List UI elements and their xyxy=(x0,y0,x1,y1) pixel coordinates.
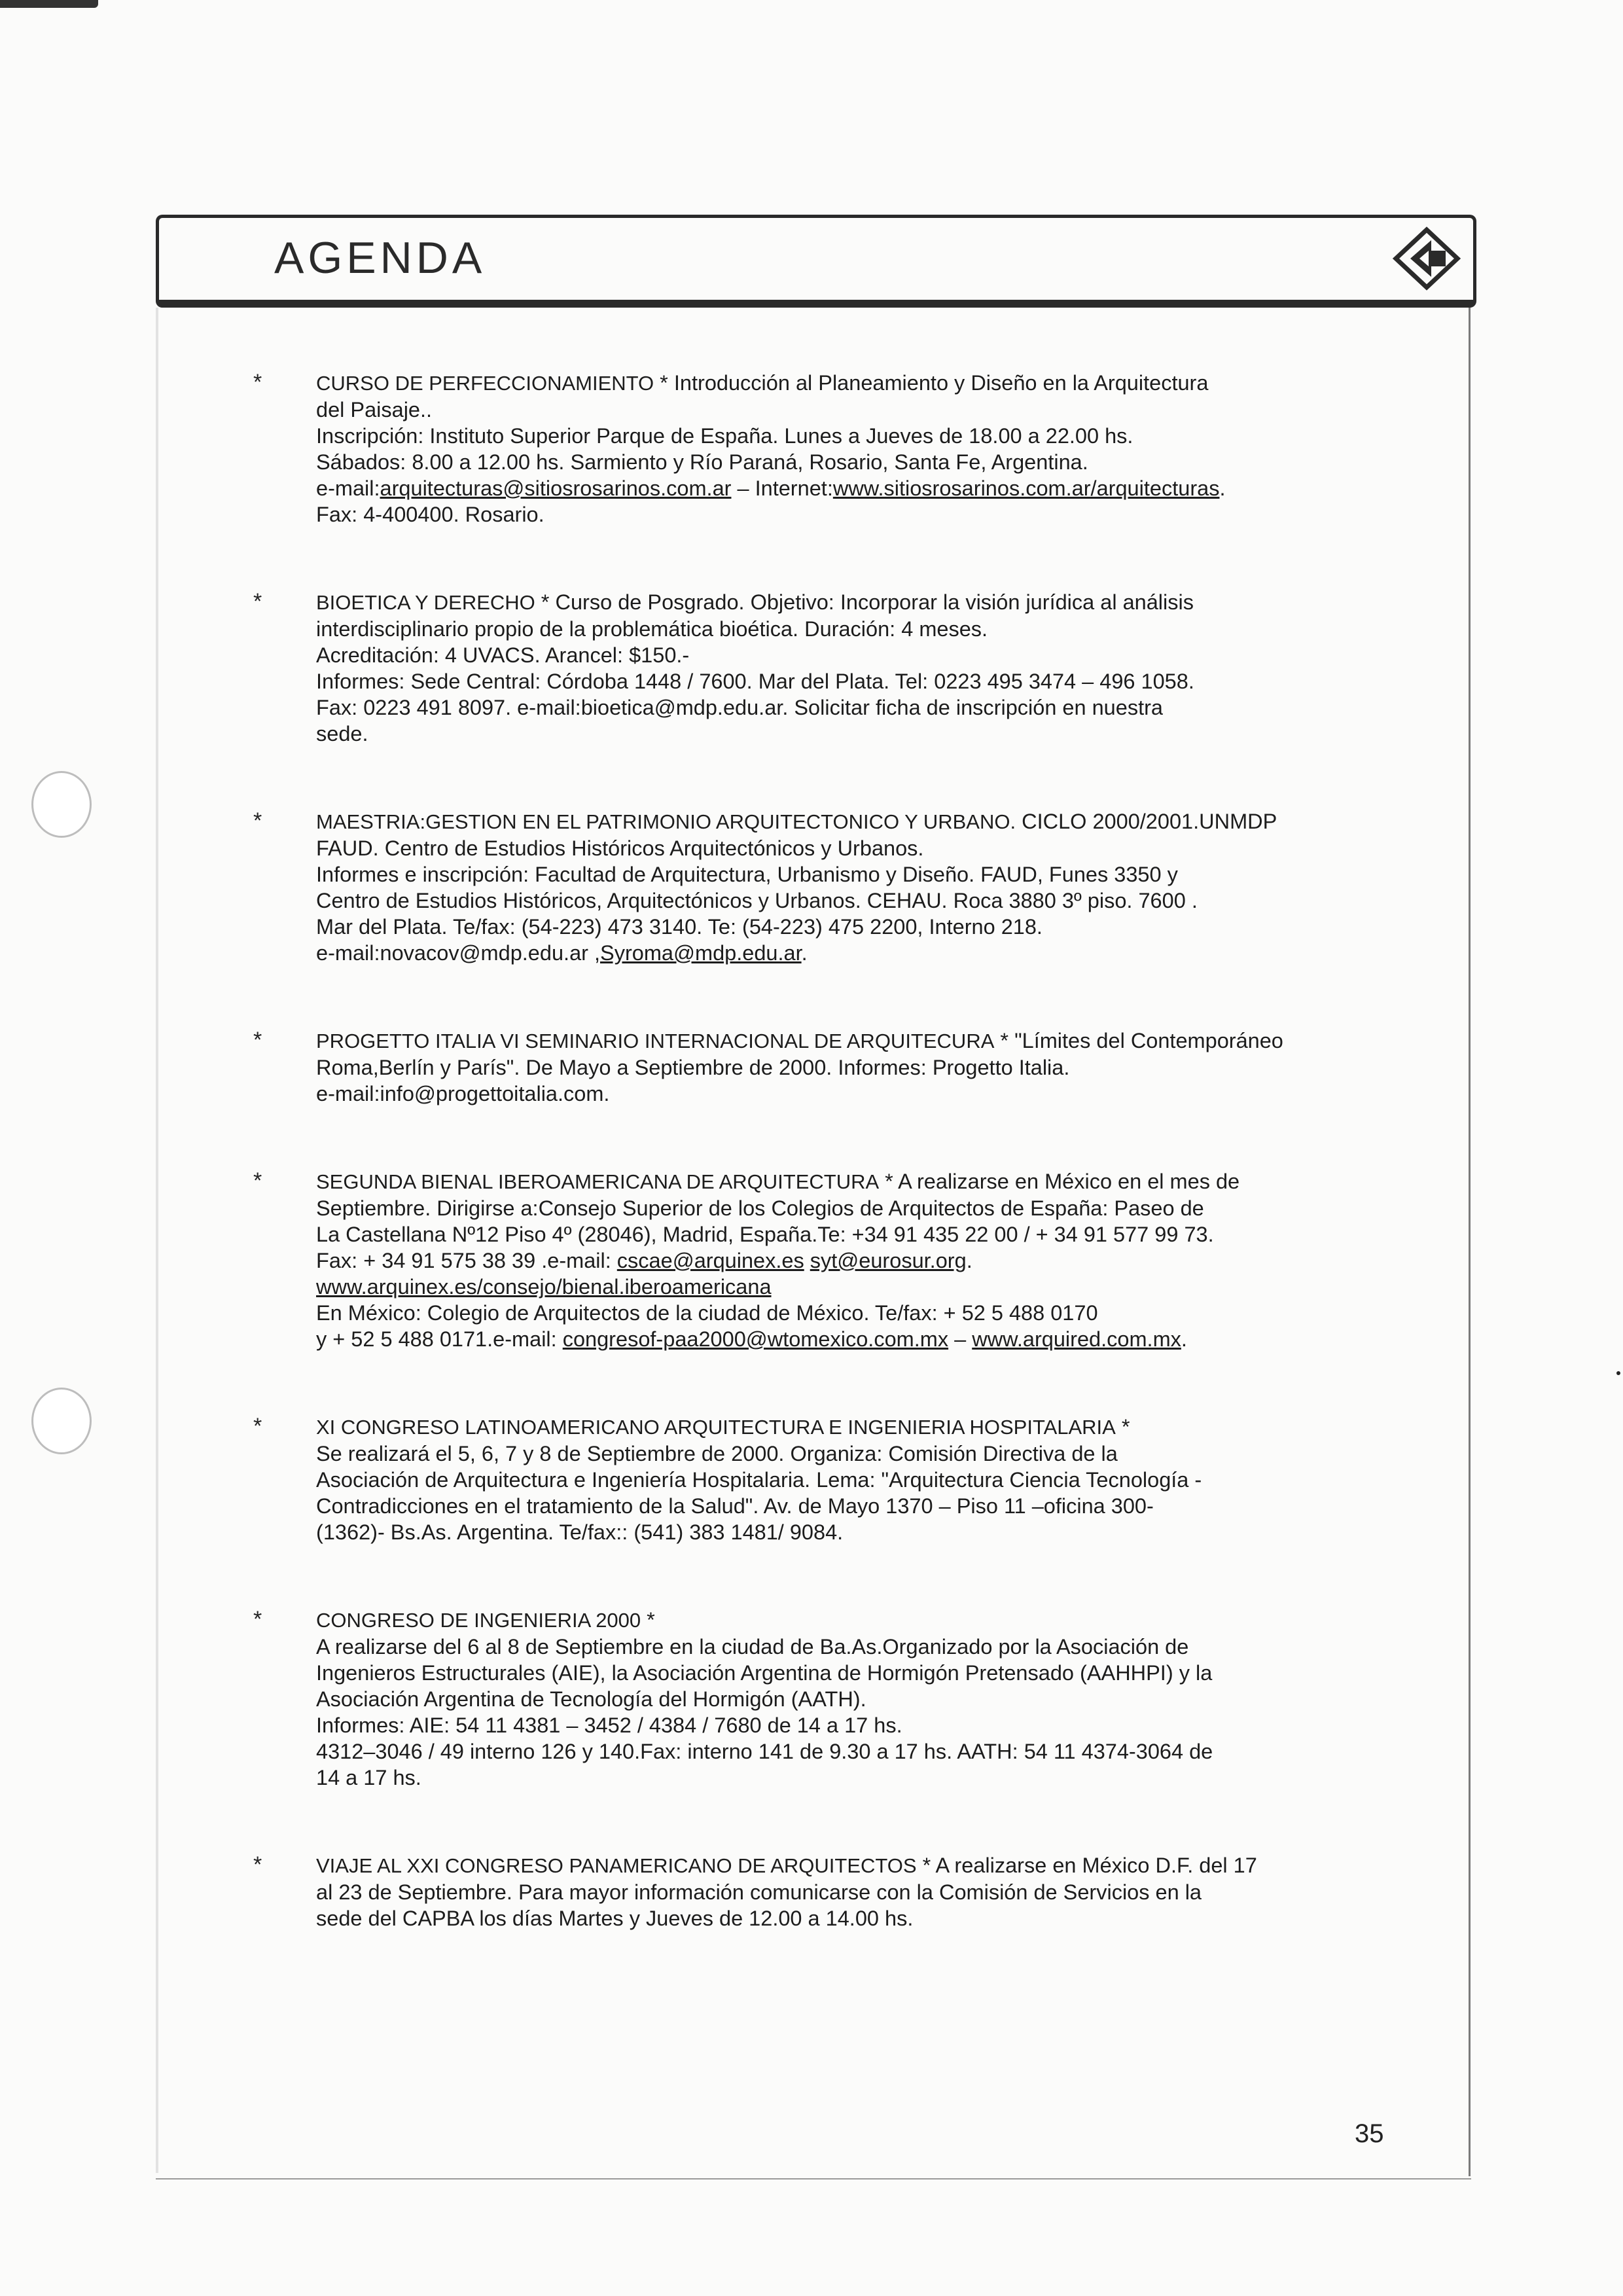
agenda-line xyxy=(316,1712,1397,1738)
bullet-asterisk: * xyxy=(253,808,262,833)
event-text: – Internet: xyxy=(731,476,833,500)
event-text: CICLO 2000/2001.UNMDP xyxy=(1016,810,1277,833)
event-text: del Paisaje.. xyxy=(316,398,433,422)
contact-link[interactable]: www.arquired.com.mx xyxy=(972,1327,1181,1351)
agenda-line xyxy=(316,1274,1397,1300)
agenda-entry-text xyxy=(316,370,1397,528)
event-title: XI CONGRESO LATINOAMERICANO ARQUITECTURA E INGENIERIA HOSPITALARIA xyxy=(316,1416,1116,1439)
agenda-line xyxy=(316,1738,1397,1765)
event-text: * Introducción al Planeamiento y Diseño en la Arquitectura xyxy=(654,371,1209,395)
event-text: * xyxy=(641,1608,655,1632)
agenda-line xyxy=(316,1467,1397,1493)
agenda-line xyxy=(316,808,1397,835)
agenda-line xyxy=(316,475,1397,501)
bottom-rule xyxy=(156,2178,1471,2179)
event-text: Mar del Plata. Te/fax: (54-223) 473 3140. Te: (54-223) 475 2200, Interno 218. xyxy=(316,915,1043,939)
agenda-entry-text xyxy=(316,1607,1397,1791)
event-title: CURSO DE PERFECCIONAMIENTO xyxy=(316,372,654,395)
event-text: Inscripción: Instituto Superior Parque de España. Lunes a Jueves de 18.00 a 22.00 hs. xyxy=(316,424,1133,448)
agenda-entry xyxy=(253,1028,1397,1107)
agenda-line xyxy=(316,616,1397,642)
event-text: – xyxy=(948,1327,972,1351)
event-title: MAESTRIA:GESTION EN EL PATRIMONIO ARQUITECTONICO Y URBANO. xyxy=(316,810,1016,833)
bullet-asterisk: * xyxy=(253,1852,262,1877)
agenda-line xyxy=(316,1081,1397,1107)
agenda-header xyxy=(156,215,1476,308)
scan-speck xyxy=(1616,1371,1620,1375)
agenda-line xyxy=(316,1905,1397,1931)
agenda-entry-text xyxy=(316,1028,1397,1107)
agenda-line xyxy=(316,370,1397,397)
event-text: . xyxy=(1219,476,1226,500)
event-text: * xyxy=(1115,1415,1130,1439)
event-text: Informes e inscripción: Facultad de Arquitectura, Urbanismo y Diseño. FAUD, Funes 3350 y xyxy=(316,863,1178,886)
event-text: * A realizarse en México D.F. del 17 xyxy=(916,1854,1257,1877)
agenda-line xyxy=(316,1300,1397,1326)
agenda-line xyxy=(316,423,1397,449)
event-text: 4312–3046 / 49 interno 126 y 140.Fax: interno 141 de 9.30 a 17 hs. AATH: 54 11 4374-3064 de xyxy=(316,1740,1213,1763)
event-text: * A realizarse en México en el mes de xyxy=(879,1170,1240,1193)
arrow-diamond-logo-icon xyxy=(1391,226,1463,291)
agenda-line xyxy=(316,1168,1397,1195)
bullet-asterisk: * xyxy=(253,1028,262,1052)
event-text: Sábados: 8.00 a 12.00 hs. Sarmiento y Río Paraná, Rosario, Santa Fe, Argentina. xyxy=(316,450,1088,474)
agenda-line xyxy=(316,1441,1397,1467)
bullet-asterisk: * xyxy=(253,1168,262,1193)
bullet-asterisk: * xyxy=(253,1414,262,1439)
event-text: interdisciplinario propio de la problemática bioética. Duración: 4 meses. xyxy=(316,617,988,641)
event-text: al 23 de Septiembre. Para mayor información comunicarse con la Comisión de Servicios en la xyxy=(316,1880,1202,1904)
agenda-line xyxy=(316,1054,1397,1081)
agenda-entry xyxy=(253,370,1397,528)
page-title: AGENDA xyxy=(274,233,486,283)
contact-link[interactable]: www.arquinex.es/consejo/bienal.iberoamericana xyxy=(316,1275,772,1299)
contact-link[interactable]: arquitecturas@sitiosrosarinos.com.ar xyxy=(380,476,732,500)
event-text: e-mail:info@progettoitalia.com. xyxy=(316,1082,610,1105)
bullet-asterisk: * xyxy=(253,370,262,395)
agenda-line xyxy=(316,1028,1397,1054)
event-text: (1362)- Bs.As. Argentina. Te/fax:: (541) 383 1481/ 9084. xyxy=(316,1520,844,1544)
event-text: Contradicciones en el tratamiento de la Salud". Av. de Mayo 1370 – Piso 11 –oficina 300- xyxy=(316,1494,1154,1518)
agenda-line xyxy=(316,1879,1397,1905)
scan-corner-mark xyxy=(0,0,98,8)
contact-link[interactable]: ,Syroma@mdp.edu.ar xyxy=(594,941,802,965)
agenda-line xyxy=(316,721,1397,747)
agenda-line xyxy=(316,1852,1397,1879)
agenda-line xyxy=(316,861,1397,888)
agenda-list xyxy=(253,370,1397,1993)
agenda-line xyxy=(316,1765,1397,1791)
event-text: A realizarse del 6 al 8 de Septiembre en la ciudad de Ba.As.Organizado por la Asociación de xyxy=(316,1635,1189,1659)
event-text: . xyxy=(966,1249,972,1272)
event-text: . xyxy=(1181,1327,1187,1351)
agenda-line xyxy=(316,501,1397,528)
agenda-line xyxy=(316,940,1397,966)
agenda-entry xyxy=(253,1168,1397,1352)
event-text: e-mail:novacov@mdp.edu.ar xyxy=(316,941,594,965)
page-number: 35 xyxy=(1355,2119,1384,2148)
agenda-line xyxy=(316,1326,1397,1352)
agenda-line xyxy=(316,642,1397,668)
agenda-entry-text xyxy=(316,589,1397,747)
event-title: SEGUNDA BIENAL IBEROAMERICANA DE ARQUITECTURA xyxy=(316,1170,880,1193)
agenda-line xyxy=(316,589,1397,616)
agenda-line xyxy=(316,694,1397,721)
agenda-line xyxy=(316,1221,1397,1247)
event-text: FAUD. Centro de Estudios Históricos Arquitectónicos y Urbanos. xyxy=(316,836,924,860)
event-text: sede. xyxy=(316,722,368,745)
agenda-entry-text xyxy=(316,1414,1397,1545)
agenda-line xyxy=(316,668,1397,694)
agenda-line xyxy=(316,1634,1397,1660)
event-text: Fax: + 34 91 575 38 39 .e-mail: xyxy=(316,1249,617,1272)
agenda-line xyxy=(316,1247,1397,1274)
event-text: En México: Colegio de Arquitectos de la ciudad de México. Te/fax: + 52 5 488 0170 xyxy=(316,1301,1098,1325)
event-title: VIAJE AL XXI CONGRESO PANAMERICANO DE ARQUITECTOS xyxy=(316,1854,917,1877)
event-text: Se realizará el 5, 6, 7 y 8 de Septiembre de 2000. Organiza: Comisión Directiva de la xyxy=(316,1442,1118,1465)
event-text: y + 52 5 488 0171.e-mail: xyxy=(316,1327,563,1351)
event-text: Fax: 4-400400. Rosario. xyxy=(316,503,544,526)
event-text: sede del CAPBA los días Martes y Jueves de 12.00 a 14.00 hs. xyxy=(316,1907,914,1930)
contact-link[interactable]: www.sitiosrosarinos.com.ar/arquitecturas xyxy=(832,476,1220,500)
event-text: Asociación de Arquitectura e Ingeniería Hospitalaria. Lema: "Arquitectura Ciencia Tecnología - xyxy=(316,1468,1202,1492)
event-text: Fax: 0223 491 8097. e-mail:bioetica@mdp.edu.ar. Solicitar ficha de inscripción en nuestra xyxy=(316,696,1164,719)
contact-link[interactable]: congresof-paa2000@wtomexico.com.mx xyxy=(562,1327,949,1351)
event-text: Asociación Argentina de Tecnología del Hormigón (AATH). xyxy=(316,1687,866,1711)
agenda-entry xyxy=(253,1414,1397,1545)
event-text: * "Límites del Contemporáneo xyxy=(994,1029,1283,1052)
event-text: Acreditación: 4 UVACS. Arancel: $150.- xyxy=(316,643,690,667)
event-text: e-mail: xyxy=(316,476,380,500)
contact-link[interactable]: cscae@arquinex.es xyxy=(616,1249,804,1272)
agenda-line xyxy=(316,835,1397,861)
event-text: Roma,Berlín y París". De Mayo a Septiembre de 2000. Informes: Progetto Italia. xyxy=(316,1056,1070,1079)
event-text: 14 a 17 hs. xyxy=(316,1766,421,1789)
agenda-entry xyxy=(253,1852,1397,1931)
event-text: Informes: Sede Central: Córdoba 1448 / 7600. Mar del Plata. Tel: 0223 495 3474 – 496 1058. xyxy=(316,670,1194,693)
event-text: Ingenieros Estructurales (AIE), la Asociación Argentina de Hormigón Pretensado (AAHHPI) y la xyxy=(316,1661,1213,1685)
agenda-line xyxy=(316,888,1397,914)
agenda-line xyxy=(316,397,1397,423)
event-title: PROGETTO ITALIA VI SEMINARIO INTERNACIONAL DE ARQUITECURA xyxy=(316,1030,995,1052)
event-text: * Curso de Posgrado. Objetivo: Incorporar la visión jurídica al análisis xyxy=(535,590,1194,614)
contact-link[interactable]: syt@eurosur.org xyxy=(810,1249,967,1272)
bullet-asterisk: * xyxy=(253,1607,262,1632)
binder-hole-top xyxy=(31,771,92,838)
event-text: . xyxy=(801,941,808,965)
left-margin-rule xyxy=(156,308,158,2173)
event-title: CONGRESO DE INGENIERIA 2000 xyxy=(316,1609,641,1632)
agenda-line xyxy=(316,1519,1397,1545)
event-text xyxy=(804,1249,810,1272)
agenda-line xyxy=(316,1493,1397,1519)
event-title: BIOETICA Y DERECHO xyxy=(316,591,535,614)
binder-hole-bottom xyxy=(31,1388,92,1454)
agenda-entry-text xyxy=(316,1852,1397,1931)
event-text: Centro de Estudios Históricos, Arquitectónicos y Urbanos. CEHAU. Roca 3880 3º piso. 7600 . xyxy=(316,889,1198,912)
agenda-line xyxy=(316,449,1397,475)
agenda-line xyxy=(316,914,1397,940)
event-text: Septiembre. Dirigirse a:Consejo Superior de los Colegios de Arquitectos de España: Paseo de xyxy=(316,1196,1204,1220)
agenda-line xyxy=(316,1607,1397,1634)
event-text: La Castellana Nº12 Piso 4º (28046), Madrid, España.Te: +34 91 435 22 00 / + 34 91 577 99 73. xyxy=(316,1223,1214,1246)
agenda-entry-text xyxy=(316,1168,1397,1352)
agenda-line xyxy=(316,1414,1397,1441)
agenda-entry-text xyxy=(316,808,1397,966)
bullet-asterisk: * xyxy=(253,589,262,614)
event-text: Informes: AIE: 54 11 4381 – 3452 / 4384 / 7680 de 14 a 17 hs. xyxy=(316,1713,902,1737)
agenda-line xyxy=(316,1686,1397,1712)
agenda-line xyxy=(316,1660,1397,1686)
agenda-line xyxy=(316,1195,1397,1221)
agenda-entry xyxy=(253,1607,1397,1791)
agenda-entry xyxy=(253,589,1397,747)
agenda-entry xyxy=(253,808,1397,966)
